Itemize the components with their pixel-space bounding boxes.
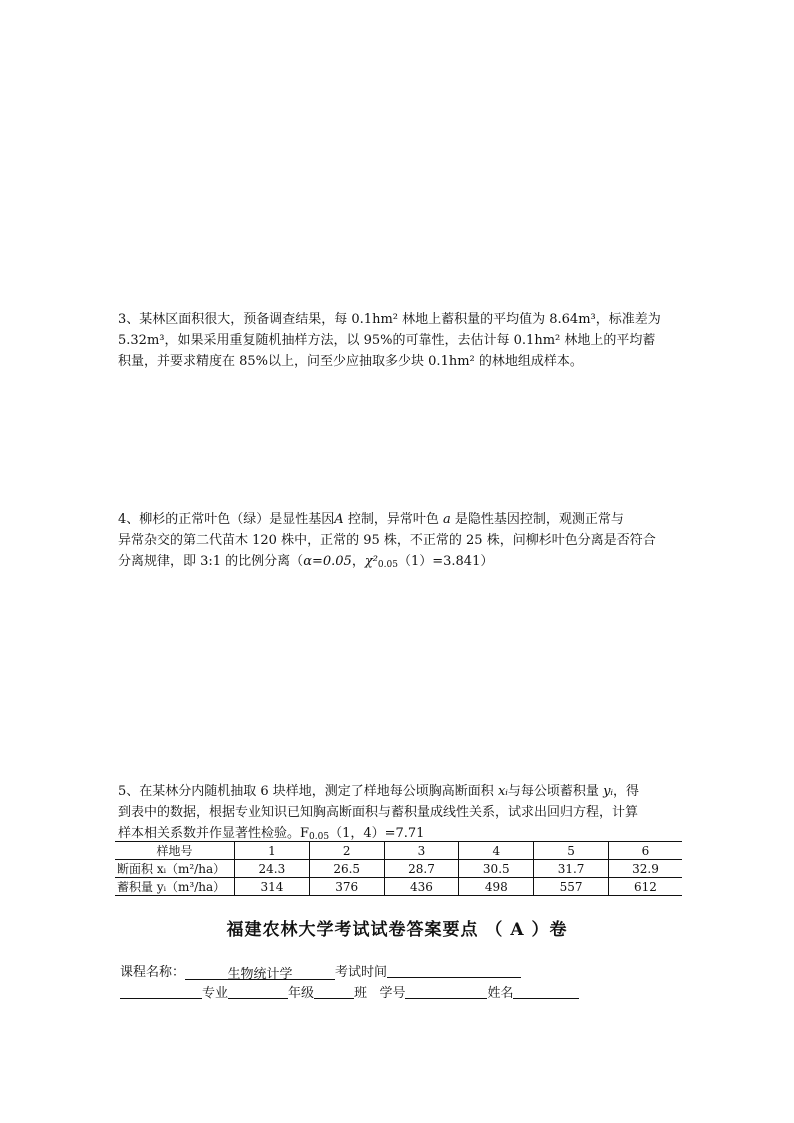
exam-time-field[interactable] xyxy=(387,963,521,978)
q4-text-c: 是隐性基因控制，观测正常与 xyxy=(454,512,624,527)
question-5-line-2: 到表中的数据，根据专业知识已知胸高断面积与蓄积量成线性关系，试求出回归方程，计算 xyxy=(118,805,639,820)
major-label: 专业 xyxy=(202,986,229,1001)
question-3-line-2: 5.32m³，如果采用重复随机抽样方法，以 95%的可靠性，去估计每 0.1hm² 林地上的平均蓄 xyxy=(118,333,656,348)
student-id-field[interactable] xyxy=(405,984,487,999)
table-cell: 30.5 xyxy=(459,860,534,878)
question-4-line-1 xyxy=(118,509,684,530)
q5-text-a: 5、在某林分内随机抽取 6 块样地，测定了样地每公顷胸高断面积 xyxy=(118,784,494,799)
table-cell: 2 xyxy=(309,842,384,860)
x-variable: xᵢ xyxy=(497,784,508,799)
chi-square-subscript: 0.05 xyxy=(377,560,398,570)
table-cell: 5 xyxy=(534,842,609,860)
class-label: 班 xyxy=(354,986,368,1001)
table-cell: 6 xyxy=(608,842,682,860)
table-cell: 557 xyxy=(534,878,609,896)
name-field[interactable] xyxy=(513,984,579,999)
y-variable: yᵢ xyxy=(603,784,614,799)
student-id-label: 学号 xyxy=(379,986,406,1001)
table-cell: 32.9 xyxy=(608,860,682,878)
exam-time-label: 考试时间 xyxy=(335,965,388,980)
q4-text-b: 控制，异常叶色 xyxy=(347,512,439,527)
course-name-field[interactable]: 生物统计学 xyxy=(185,965,335,980)
header-label-text: 样地号 xyxy=(156,844,193,858)
table-cell: 3 xyxy=(384,842,459,860)
table-cell: 4 xyxy=(459,842,534,860)
table-cell: 612 xyxy=(608,878,682,896)
gene-dominant: A xyxy=(334,512,344,527)
table-cell: 1 xyxy=(235,842,310,860)
table-cell: 24.3 xyxy=(235,860,310,878)
q4-text-e: ， xyxy=(351,554,365,569)
table-cell: 28.7 xyxy=(384,860,459,878)
name-label: 姓名 xyxy=(487,986,514,1001)
course-info-line xyxy=(120,963,521,983)
major-field[interactable] xyxy=(120,984,202,999)
question-3-line-1: 3、某林区面积很大，预备调查结果，每 0.1hm² 林地上蓄积量的平均值为 8.64m³，标准差为 xyxy=(118,312,661,327)
question-4-line-3 xyxy=(118,551,684,576)
table-cell: 31.7 xyxy=(534,860,609,878)
answer-sheet-title: 福建农林大学考试试卷答案要点 （ A ）卷 xyxy=(226,920,568,940)
table-cell: 498 xyxy=(459,878,534,896)
q4-text-f: （1）=3.841） xyxy=(397,554,494,569)
f-subscript: 0.05 xyxy=(309,832,330,842)
table-cell: 314 xyxy=(235,878,310,896)
grade-field[interactable] xyxy=(228,984,288,999)
data-table xyxy=(115,841,682,896)
table-cell: 26.5 xyxy=(309,860,384,878)
alpha-value: α=0.05 xyxy=(303,554,352,569)
q4-text-d: 分离规律，即 3:1 的比例分离（ xyxy=(118,554,304,569)
table-row xyxy=(115,878,682,896)
table-cell: 436 xyxy=(384,878,459,896)
chi-square-symbol: χ² xyxy=(364,554,378,569)
table-header-row xyxy=(115,842,682,860)
question-5 xyxy=(118,781,684,848)
q5-text-e: （1，4）=7.71 xyxy=(329,826,425,841)
question-3 xyxy=(118,309,684,372)
question-4 xyxy=(118,509,684,576)
q4-text-a: 4、柳杉的正常叶色（绿）是显性基因 xyxy=(118,512,335,527)
question-3-line-3: 积量，并要求精度在 85%以上，问至少应抽取多少块 0.1hm² 的林地组成样本。 xyxy=(118,354,583,369)
class-field[interactable] xyxy=(314,984,354,999)
q5-text-c: ，得 xyxy=(613,784,640,799)
student-info-line xyxy=(120,984,579,1004)
q5-text-d: 样本相关系数并作显著性检验。F xyxy=(118,826,310,841)
table-cell: 376 xyxy=(309,878,384,896)
gene-recessive: a xyxy=(442,512,451,527)
question-4-line-2: 异常杂交的第二代苗木 120 株中，正常的 95 株，不正常的 25 株，问柳杉叶色分离是否符合 xyxy=(118,533,656,548)
q5-text-b: 与每公顷蓄积量 xyxy=(507,784,599,799)
course-label: 课程名称： xyxy=(120,965,186,980)
grade-label: 年级 xyxy=(288,986,315,1001)
row-label-volume: 蓄积量 yᵢ（m³/ha） xyxy=(115,878,235,896)
table-header-label xyxy=(115,842,235,860)
question-5-line-1 xyxy=(118,781,684,802)
row-label-area: 断面积 xᵢ（m²/ha） xyxy=(115,860,235,878)
table-row xyxy=(115,860,682,878)
